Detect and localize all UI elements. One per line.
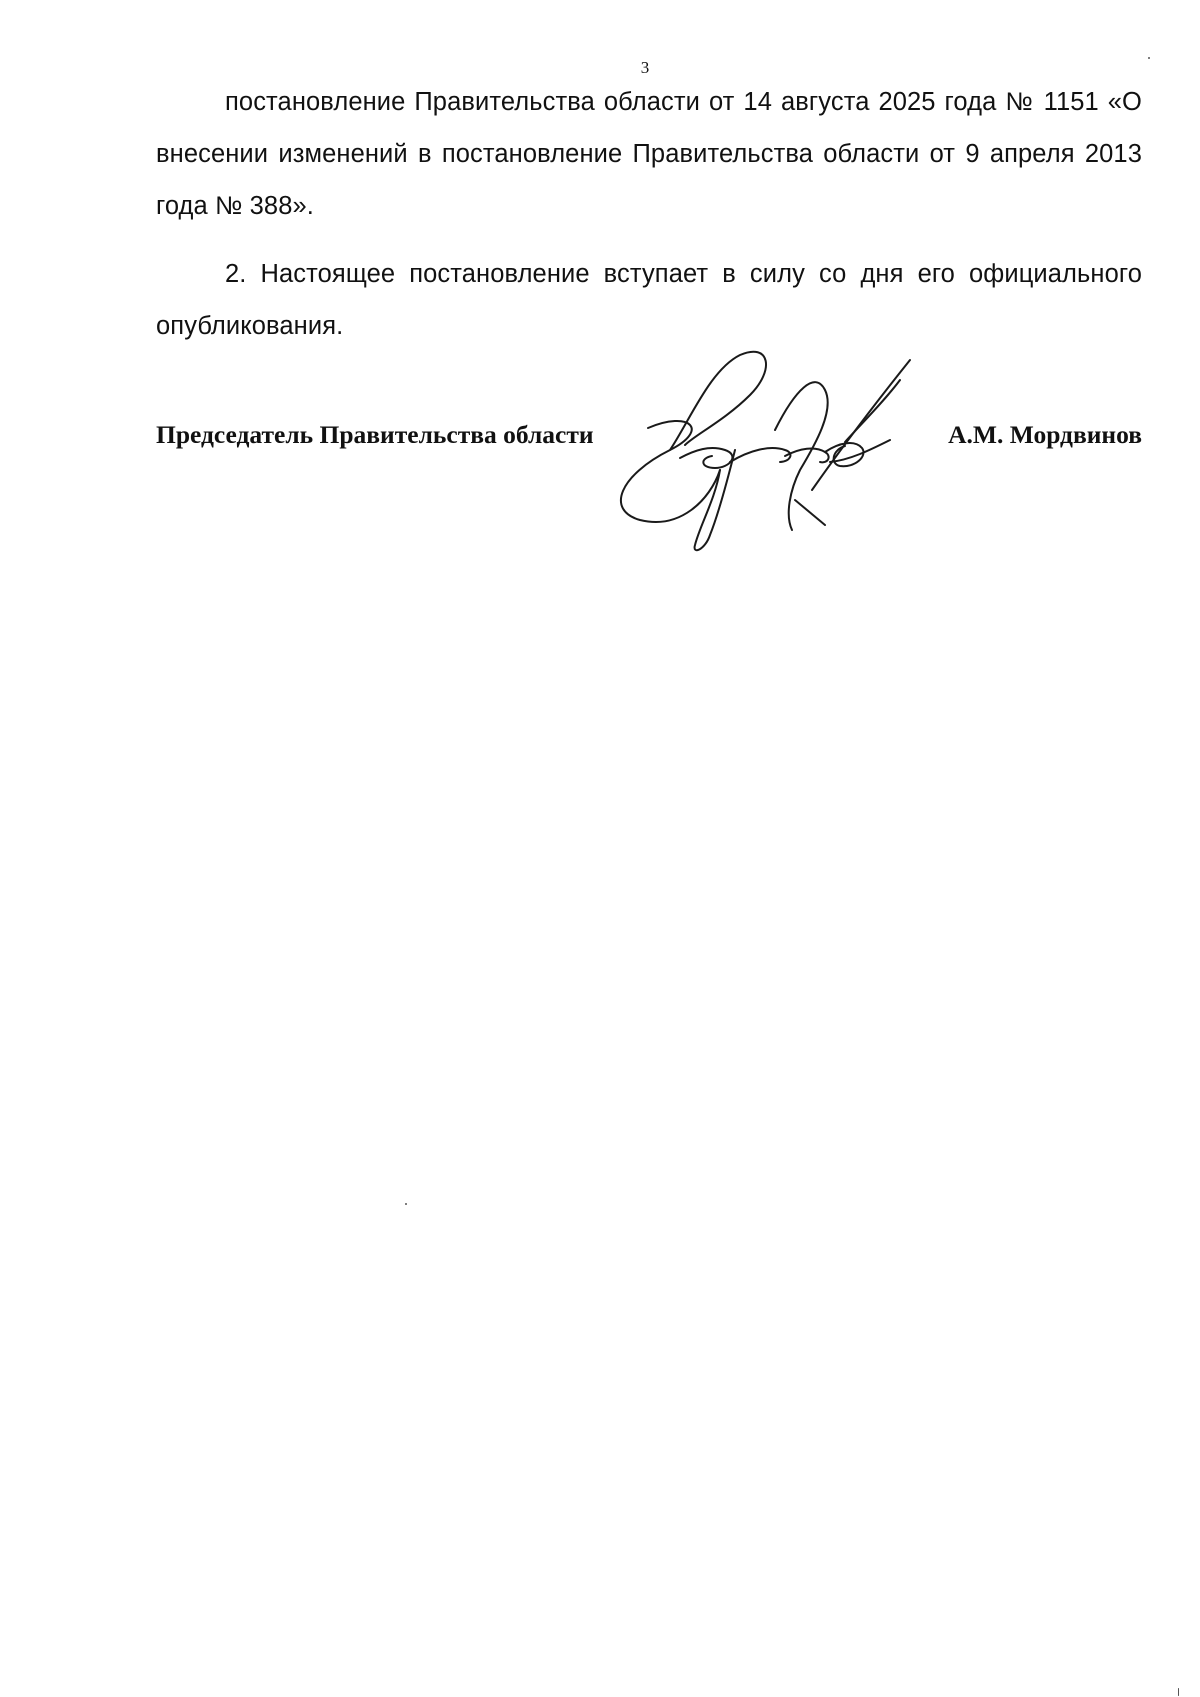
scan-speck: [1178, 1688, 1179, 1696]
signatory-position: Председатель Правительства области: [156, 420, 594, 449]
document-body: [156, 76, 1142, 352]
signatory-name: А.М. Мордвинов: [948, 420, 1142, 449]
signature-block: [156, 420, 1142, 460]
paragraph-effective-date: 2. Настоящее постановление вступает в силу со дня его официального опубликования.: [156, 260, 1142, 340]
page-number: 3: [640, 58, 650, 77]
paragraph-amendment-reference: постановление Правительства области от 14 августа 2025 года № 1151 «О внесении изменений в постановление Правительства области от 9 апреля 2013 года № 388».: [156, 88, 1142, 220]
scan-speck: [1148, 57, 1150, 59]
scan-speck: [405, 1203, 407, 1205]
